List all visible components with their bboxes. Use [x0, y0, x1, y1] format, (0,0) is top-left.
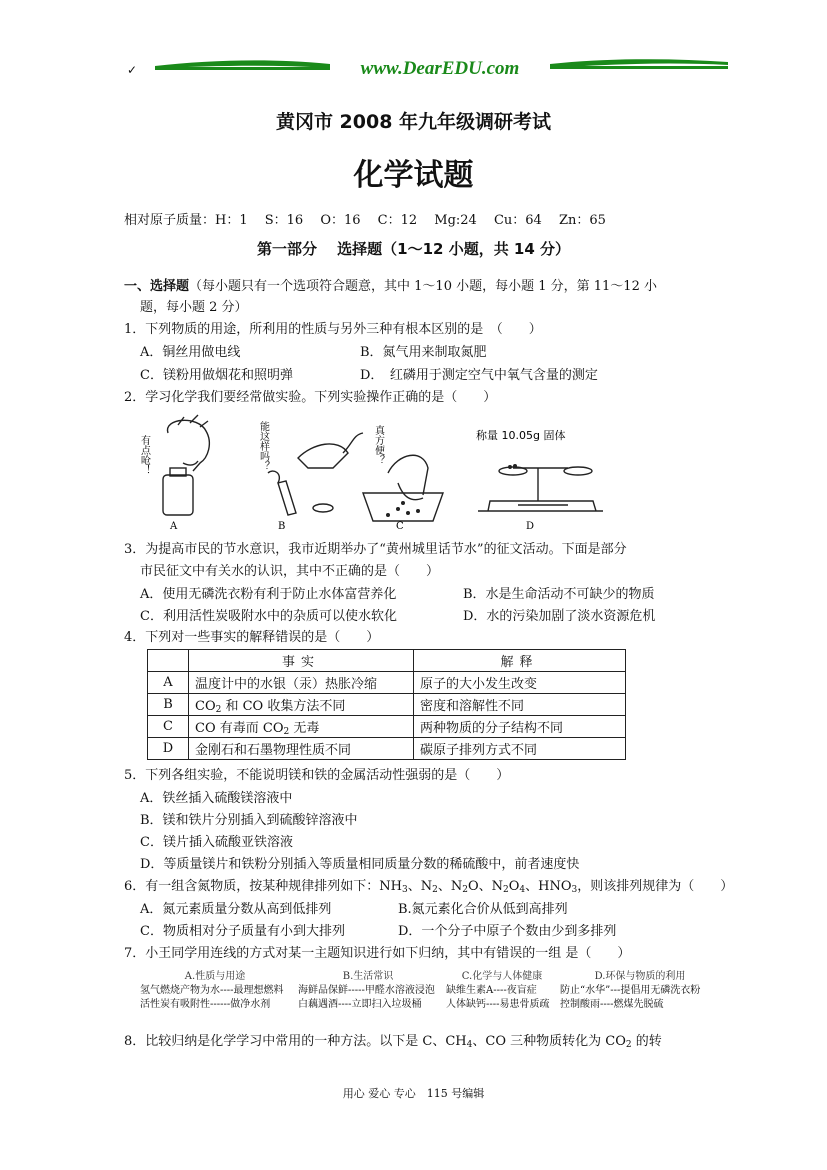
section-label: 一、选择题 — [124, 279, 190, 294]
row-fact: $CO_2$ 和 CO 收集方法不同 — [189, 694, 414, 716]
table-row — [148, 672, 626, 694]
q1-option-a: A．铜丝用做电线 — [140, 345, 241, 360]
q7-box-a-line1: 氢气燃烧产物为水----最理想燃料 — [140, 985, 284, 996]
q1-stem: 1．下列物质的用途，所利用的性质与另外三种有根本区别的是 （ ） — [124, 322, 542, 337]
lab-operations-illustration — [138, 413, 608, 533]
q2-stem: 2．学习化学我们要经常做实验。下列实验操作正确的是（ ） — [124, 390, 497, 405]
q3-stem-line2: 市民征文中有关水的认识，其中不正确的是（ ） — [140, 564, 440, 579]
check-mark: ✓ — [127, 63, 138, 77]
logo-text: www.DearEDU.com — [360, 58, 520, 79]
atomic-masses: 相对原子质量：H：1 S：16 O：16 C：12 Mg:24 Cu：64 Zn：65 — [124, 213, 606, 228]
logo-swoosh-graphic — [150, 54, 730, 84]
q6-option-c: C．物质相对分子质量有小到大排列 — [140, 924, 345, 939]
q7-box-a-head: A.性质与用途 — [184, 971, 246, 982]
part-title: 第一部分 选择题（1～12 小题，共 14 分） — [256, 240, 571, 258]
q7-box-c — [446, 970, 558, 1012]
subject-title: 化学试题 — [353, 158, 474, 193]
q7-box-c-head: C.化学与人体健康 — [461, 971, 543, 982]
table-row — [148, 716, 626, 738]
q2-label-b: B — [278, 521, 286, 532]
q5-option-b: B．镁和铁片分别插入到硫酸锌溶液中 — [140, 813, 358, 828]
q4-stem: 4．下列对一些事实的解释错误的是（ ） — [124, 630, 380, 645]
q7-box-d — [560, 970, 720, 1012]
q7-stem: 7．小王同学用连线的方式对某一主题知识进行如下归纳，其中有错误的一组 是（ ） — [124, 946, 631, 961]
q1-option-b: B．氮气用来制取氮肥 — [360, 345, 487, 360]
q3-option-b: B．水是生命活动不可缺少的物质 — [463, 587, 655, 602]
q3-option-a: A．使用无磷洗衣粉有利于防止水体富营养化 — [140, 587, 397, 602]
row-fact: 温度计中的水银（汞）热胀冷缩 — [189, 672, 414, 694]
q2-experiment-figure — [138, 413, 608, 533]
q5-option-c: C．镁片插入硫酸亚铁溶液 — [140, 835, 293, 850]
q5-option-d: D．等质量镁片和铁粉分别插入等质量相同质量分数的稀硫酸中，前者速度快 — [140, 857, 580, 872]
q7-box-b-line2: 白藕遇酒----立即扫入垃圾桶 — [298, 999, 422, 1010]
table-header-row — [148, 650, 626, 672]
q2-a-bubble: 有点呛！ — [138, 435, 150, 475]
q6-option-b: B.氮元素化合价从低到高排列 — [398, 902, 568, 917]
q6-option-d: D．一个分子中原子个数由少到多排列 — [398, 924, 617, 939]
row-key: A — [148, 672, 189, 694]
q7-box-b — [298, 970, 438, 1012]
q2-c-bubble: 真方便？ — [372, 425, 384, 465]
q1-option-d: D． 红磷用于测定空气中氧气含量的测定 — [360, 368, 598, 383]
exam-title: 黄冈市 2008 年九年级调研考试 — [275, 111, 552, 133]
q4-facts-table — [147, 649, 626, 760]
row-key: D — [148, 738, 189, 760]
q5-stem: 5．下列各组实验，不能说明镁和铁的金属活动性强弱的是（ ） — [124, 768, 510, 783]
q7-box-a-line2: 活性炭有吸附性------做净水剂 — [140, 999, 271, 1010]
q7-box-b-line1: 海鲜品保鲜-----甲醛水溶液浸泡 — [298, 985, 435, 996]
table-row — [148, 694, 626, 716]
q8-stem: 8．比较归纳是化学学习中常用的一种方法。以下是 C、$CH_4$、CO 三种物质转化为 $CO_2$ 的转 — [124, 1034, 662, 1050]
site-logo — [150, 54, 730, 84]
q2-label-a: A — [170, 521, 178, 532]
section-intro-line2: 题，每小题 2 分） — [140, 300, 248, 315]
table-header-explain: 解释 — [414, 650, 626, 672]
q3-stem-line1: 3．为提高市民的节水意识，我市近期举办了“黄州城里话节水”的征文活动。下面是部分 — [124, 542, 627, 557]
table-header-key — [148, 650, 189, 672]
row-explain: 两种物质的分子结构不同 — [414, 716, 626, 738]
section-intro-line1 — [124, 278, 657, 296]
q2-label-d: D — [526, 521, 535, 532]
row-key: C — [148, 716, 189, 738]
q7-box-d-line2: 控制酸雨----燃煤先脱硫 — [560, 999, 664, 1010]
q3-option-c: C．利用活性炭吸附水中的杂质可以使水软化 — [140, 609, 397, 624]
row-key: B — [148, 694, 189, 716]
page-footer: 用心 爱心 专心 115 号编辑 — [342, 1087, 485, 1100]
section-intro-text: （每小题只有一个选项符合题意，其中 1～10 小题，每小题 1 分，第 11～12 小 — [189, 279, 657, 294]
q7-box-d-line1: 防止“水华”---提倡用无磷洗衣粉 — [560, 985, 701, 996]
q6-option-a: A．氮元素质量分数从高到低排列 — [140, 902, 332, 917]
q6-stem: 6．有一组含氮物质，按某种规律排列如下：$NH_3$、$N_2$、$N_2O$、$N_2O_4$、$HNO_3$，则该排列规律为（ ） — [124, 879, 734, 895]
q2-label-c: C — [396, 521, 404, 532]
row-explain: 密度和溶解性不同 — [414, 694, 626, 716]
row-explain: 碳原子排列方式不同 — [414, 738, 626, 760]
table-row — [148, 738, 626, 760]
q7-box-c-line1: 缺维生素A----夜盲症 — [446, 985, 537, 996]
q1-option-c: C．镁粉用做烟花和照明弹 — [140, 368, 293, 383]
q7-box-b-head: B.生活常识 — [342, 971, 394, 982]
q2-d-caption: 称量 10.05g 固体 — [476, 429, 566, 442]
q2-b-bubble: 能这样吗？ — [257, 421, 269, 471]
q3-option-d: D．水的污染加剧了淡水资源危机 — [463, 609, 656, 624]
row-fact: CO 有毒而 $CO_2$ 无毒 — [189, 716, 414, 738]
q7-box-d-head: D.环保与物质的利用 — [594, 971, 686, 982]
q5-option-a: A．铁丝插入硫酸镁溶液中 — [140, 791, 293, 806]
table-header-fact: 事实 — [189, 650, 414, 672]
q7-box-a — [140, 970, 290, 1012]
row-fact: 金刚石和石墨物理性质不同 — [189, 738, 414, 760]
row-explain: 原子的大小发生改变 — [414, 672, 626, 694]
q7-box-c-line2: 人体缺钙----易患骨质疏 — [446, 999, 550, 1010]
